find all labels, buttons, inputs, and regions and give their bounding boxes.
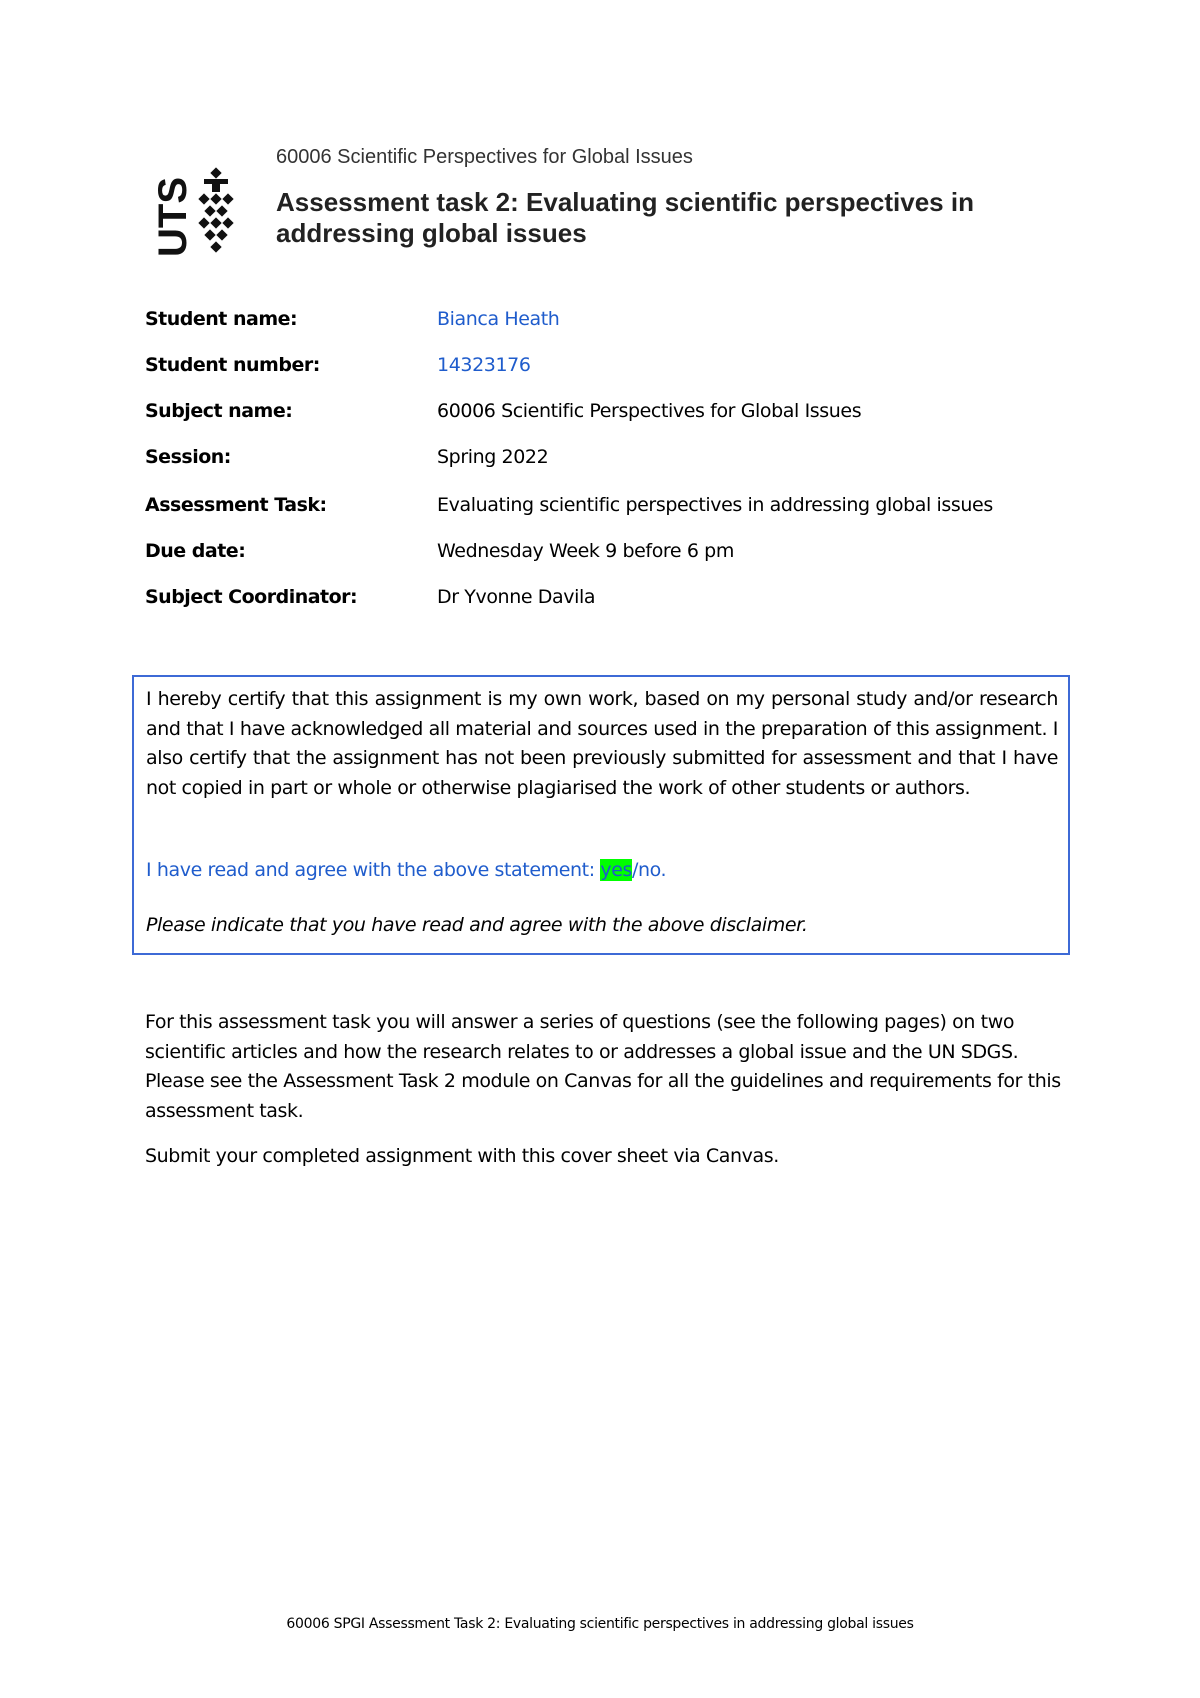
info-label: Due date: bbox=[145, 540, 246, 562]
agreement-line bbox=[146, 859, 666, 881]
student-name-value[interactable]: Bianca Heath bbox=[437, 308, 560, 330]
student-number-value[interactable]: 14323176 bbox=[437, 354, 531, 376]
due-date-value: Wednesday Week 9 before 6 pm bbox=[437, 540, 734, 562]
info-label: Subject name: bbox=[145, 400, 293, 422]
page-footer: 60006 SPGI Assessment Task 2: Evaluating scientific perspectives in addressing global issues bbox=[286, 1616, 914, 1632]
disclaimer-instruction: Please indicate that you have read and agree with the above disclaimer. bbox=[146, 914, 808, 936]
session-value: Spring 2022 bbox=[437, 446, 549, 468]
agreement-yes-option[interactable]: yes bbox=[600, 859, 633, 881]
subject-heading: 60006 Scientific Perspectives for Global Issues bbox=[276, 146, 693, 168]
uts-logo bbox=[150, 165, 250, 265]
assessment-task-value: Evaluating scientific perspectives in addressing global issues bbox=[437, 494, 993, 516]
info-label: Assessment Task: bbox=[145, 494, 327, 516]
info-label: Student name: bbox=[145, 308, 298, 330]
certification-box bbox=[132, 675, 1070, 955]
info-label: Subject Coordinator: bbox=[145, 586, 358, 608]
certification-statement: I hereby certify that this assignment is my own work, based on my personal study and/or research and that I have acknowledged all material and sources used in the preparation of this assignment. I also certify that the assignment has not been previously submitted for assessment and that I have not copied in part or whole or otherwise plagiarised the work of other students or authors. bbox=[146, 688, 1058, 799]
instructions-paragraph: For this assessment task you will answer a series of questions (see the following pages) on two scientific articles and how the research relates to or addresses a global issue and the UN SDGS. Please see the Assessment Task 2 module on Canvas for all the guidelines and requirements for this assessment task. bbox=[145, 1011, 1061, 1122]
subject-coordinator-value: Dr Yvonne Davila bbox=[437, 586, 596, 608]
agreement-prefix: I have read and agree with the above statement: bbox=[146, 859, 601, 881]
submission-paragraph: Submit your completed assignment with this cover sheet via Canvas. bbox=[145, 1145, 779, 1167]
page-title: Assessment task 2: Evaluating scientific perspectives in addressing global issues bbox=[276, 187, 974, 248]
info-label: Session: bbox=[145, 446, 231, 468]
agreement-no-option[interactable]: /no. bbox=[632, 859, 667, 881]
subject-name-value: 60006 Scientific Perspectives for Global Issues bbox=[437, 400, 862, 422]
uts-crest-icon bbox=[198, 167, 233, 252]
uts-logo-text: UTS bbox=[151, 177, 195, 257]
info-label: Student number: bbox=[145, 354, 320, 376]
